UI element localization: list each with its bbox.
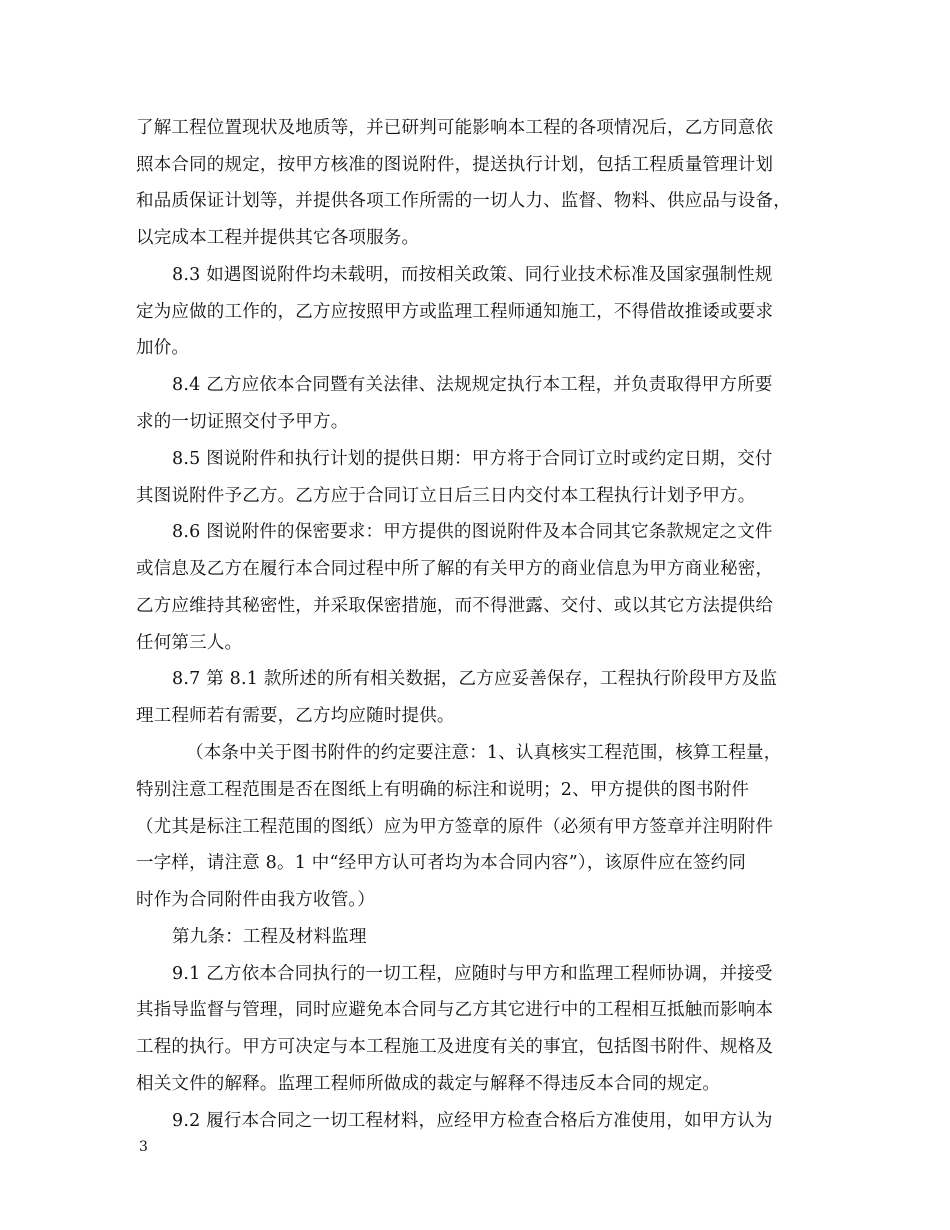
clause-8-6: 8.6 图说附件的保密要求：甲方提供的图说附件及本合同其它条款规定之文件 [172,522,773,542]
text-line: 了解工程位置现状及地质等，并已研判可能影响本工程的各项情况后，乙方同意依 [136,118,774,138]
text-line: 乙方应维持其秘密性，并采取保密措施，而不得泄露、交付、或以其它方法提供给 [136,596,774,616]
text-line: 和品质保证计划等，并提供各项工作所需的一切人力、监督、物料、供应品与设备， [136,191,791,211]
text-line: 加价。 [136,338,190,358]
text-line: （尤其是标注工程范围的图纸）应为甲方签章的原件（必须有甲方签章并注明附件 [136,817,774,837]
text-line: 以完成本工程并提供其它各项服务。 [136,228,420,248]
page-number: 3 [139,1139,148,1155]
text-line: 任何第三人。 [136,633,243,653]
text-line: 理工程师若有需要，乙方均应随时提供。 [136,706,455,726]
text-line: 特别注意工程范围是否在图纸上有明确的标注和说明；2、甲方提供的图书附件 [136,780,750,800]
text-line: 定为应做的工作的，乙方应按照甲方或监理工程师通知施工，不得借故推诿或要求 [136,302,774,322]
clause-8-3: 8.3 如遇图说附件均未载明，而按相关政策、同行业技术标准及国家强制性规 [172,265,773,285]
text-line: 工程的执行。甲方可决定与本工程施工及进度有关的事宜，包括图书附件、规格及 [136,1037,774,1057]
text-line: 一字样，请注意 8。1 中“经甲方认可者均为本合同内容”），该原件应在签约同 [136,853,747,873]
text-line: 照本合同的规定，按甲方核准的图说附件，提送执行计划，包括工程质量管理计划 [136,155,774,175]
clause-9-2: 9.2 履行本合同之一切工程材料，应经甲方检查合格后方准使用，如甲方认为 [172,1111,773,1131]
section-heading: 第九条：工程及材料监理 [172,927,367,947]
text-line: 相关文件的解释。监理工程师所做成的裁定与解释不得违反本合同的规定。 [136,1074,721,1094]
note-paragraph: （本条中关于图书附件的约定要注意：1、认真核实工程范围，核算工程量， [186,743,782,763]
text-line: 求的一切证照交付予甲方。 [136,412,349,432]
text-line: 或信息及乙方在履行本合同过程中所了解的有关甲方的商业信息为甲方商业秘密， [136,559,774,579]
text-line: 其指导监督与管理，同时应避免本合同与乙方其它进行中的工程相互抵触而影响本 [136,1000,774,1020]
clause-8-7: 8.7 第 8.1 款所述的所有相关数据，乙方应妥善保存，工程执行阶段甲方及监 [172,669,778,689]
clause-8-5: 8.5 图说附件和执行计划的提供日期：甲方将于合同订立时或约定日期，交付 [172,449,773,469]
clause-9-1: 9.1 乙方依本合同执行的一切工程，应随时与甲方和监理工程师协调，并接受 [172,964,773,984]
text-line: 时作为合同附件由我方收管。） [136,890,376,910]
clause-8-4: 8.4 乙方应依本合同暨有关法律、法规规定执行本工程，并负责取得甲方所要 [172,375,773,395]
text-line: 其图说附件予乙方。乙方应于合同订立日后三日内交付本工程执行计划予甲方。 [136,486,756,506]
